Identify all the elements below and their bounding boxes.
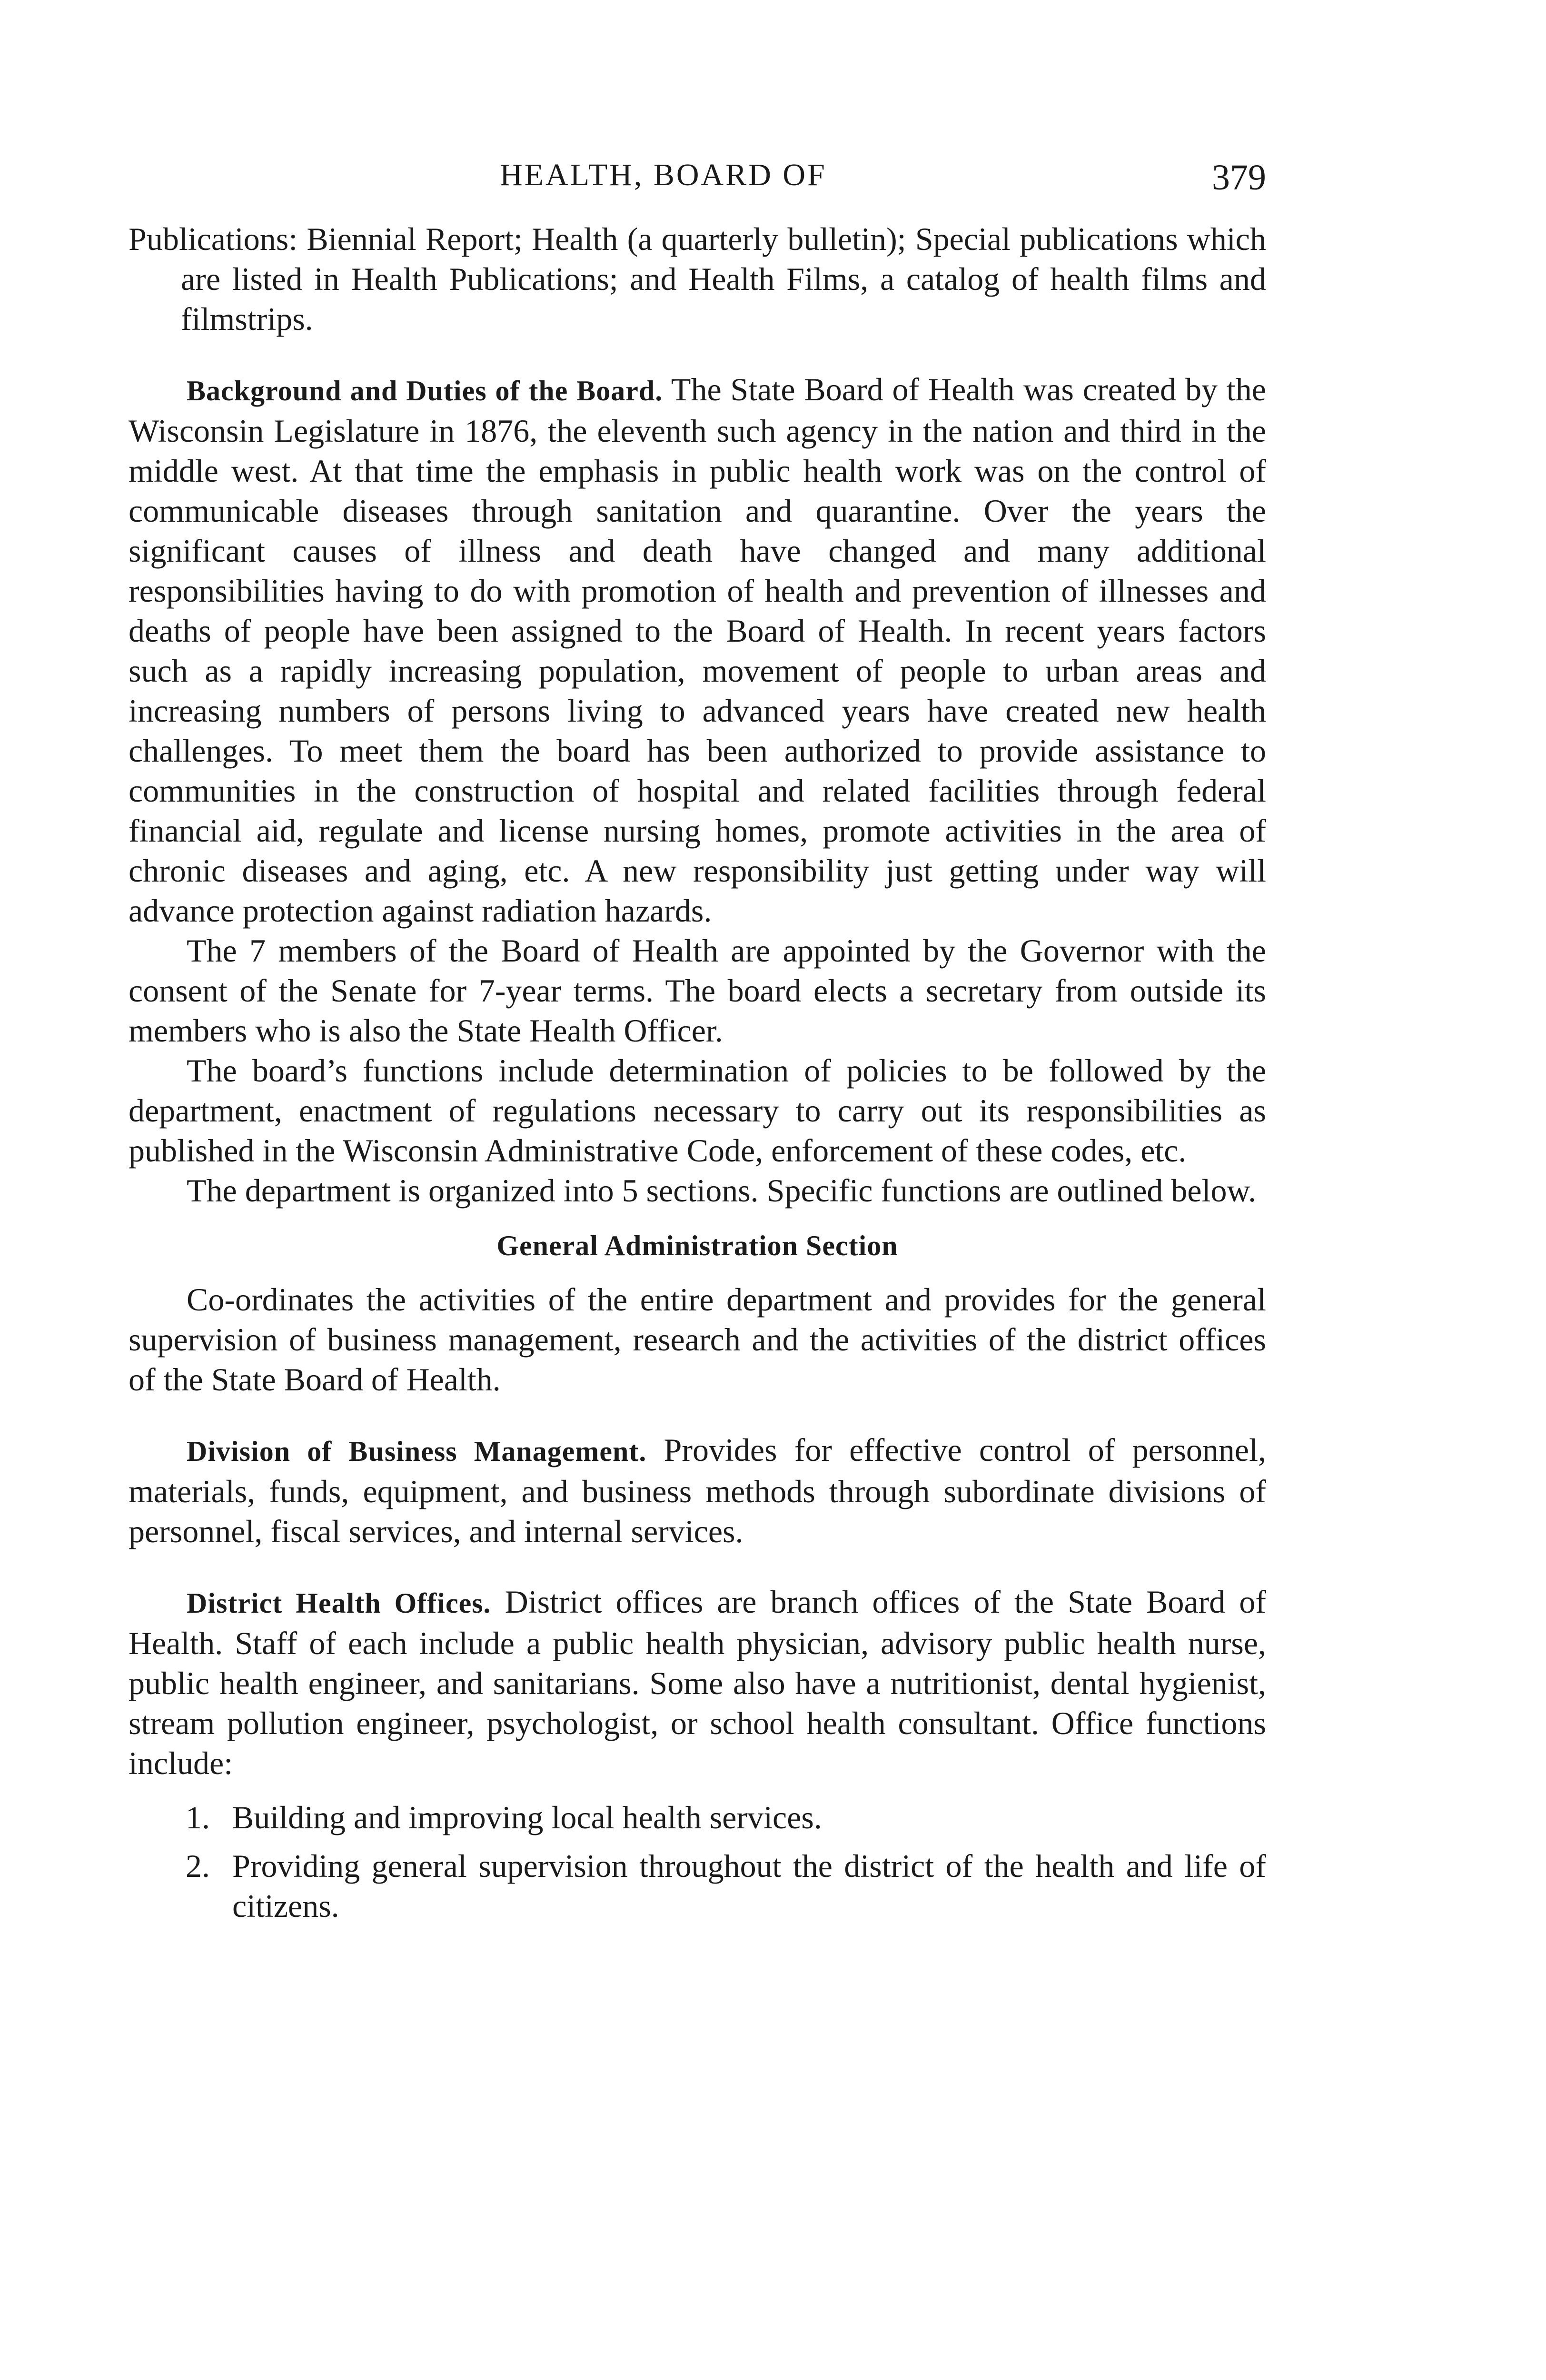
background-paragraph [129, 369, 1266, 931]
sections-paragraph: The department is organized into 5 sections. Specific functions are outlined below. [187, 1172, 1257, 1209]
members-paragraph: The 7 members of the Board of Health are appointed by the Governor with the consent of the Senate for 7-year terms. The board elects a secretary from outside its members who is also the State Health Officer. [129, 932, 1266, 1049]
business-management-paragraph [129, 1430, 1266, 1551]
list-item-number: 2. [186, 1848, 210, 1884]
business-management-text: Provides for effective control of personnel, materials, funds, equipment, and business methods through subordinate divisions of personnel, fiscal services, and internal services. [129, 1432, 1266, 1549]
business-management-lead: Division of Business Management. [187, 1436, 647, 1467]
background-text: The State Board of Health was created by the Wisconsin Legislature in 1876, the eleventh such agency in the nation and third in the middle west. At that time the emphasis in public health work was on the control of communicable diseases through sanitation and quarantine. Over the years the significant causes of illness and death have changed and many additional responsibilities having to do with promotion of health and prevention of illnesses and deaths of people have been assigned to the Board of Health. In recent years factors such as a rapidly increasing population, movement of people to urban areas and increasing numbers of persons living to advanced years have created new health challenges. To meet them the board has been authorized to provide assistance to communities in the construction of hospital and related facilities through federal financial aid, regulate and license nursing homes, promote activities in the area of chronic diseases and aging, etc. A new responsibility just getting under way will advance protection against radiation hazards. [129, 371, 1266, 929]
district-offices-paragraph [129, 1582, 1266, 1783]
list-item [129, 1846, 1266, 1926]
district-offices-text: District offices are branch offices of the State Board of Health. Staff of each include a public health physician, advisory public health nurse, public health engineer, and sanitarians. Some also have a nutritionist, dental hygienist, stream pollution engineer, psychologist, or school health consultant. Office functions include: [129, 1584, 1266, 1781]
page-number: 379 [1212, 158, 1266, 198]
running-head-title: HEALTH, BOARD OF [500, 158, 827, 192]
general-admin-heading: General Administration Section [496, 1230, 898, 1261]
book-page [129, 152, 1266, 1934]
office-functions-list [129, 1797, 1266, 1926]
list-item-text: Building and improving local health services. [232, 1799, 822, 1835]
background-lead: Background and Duties of the Board. [187, 375, 663, 407]
general-admin-paragraph: Co-ordinates the activities of the entire department and provides for the general supervision of business management, research and the activities of the district offices of the State Board of Health. [129, 1281, 1266, 1398]
list-item-number: 1. [186, 1799, 210, 1835]
publications-paragraph: Publications: Biennial Report; Health (a quarterly bulletin); Special publications which are listed in Health Publications; and Health Films, a catalog of health films and filmstrips. [129, 221, 1266, 337]
list-item [129, 1797, 1266, 1837]
district-offices-lead: District Health Offices. [187, 1587, 491, 1619]
functions-paragraph: The board’s functions include determination of policies to be followed by the department, enactment of regulations necessary to carry out its responsibilities as published in the Wisconsin Administrative Code, enforcement of these codes, etc. [129, 1052, 1266, 1169]
running-head [129, 152, 1266, 209]
list-item-text: Providing general supervision throughout the district of the health and life of citizens. [232, 1848, 1266, 1924]
